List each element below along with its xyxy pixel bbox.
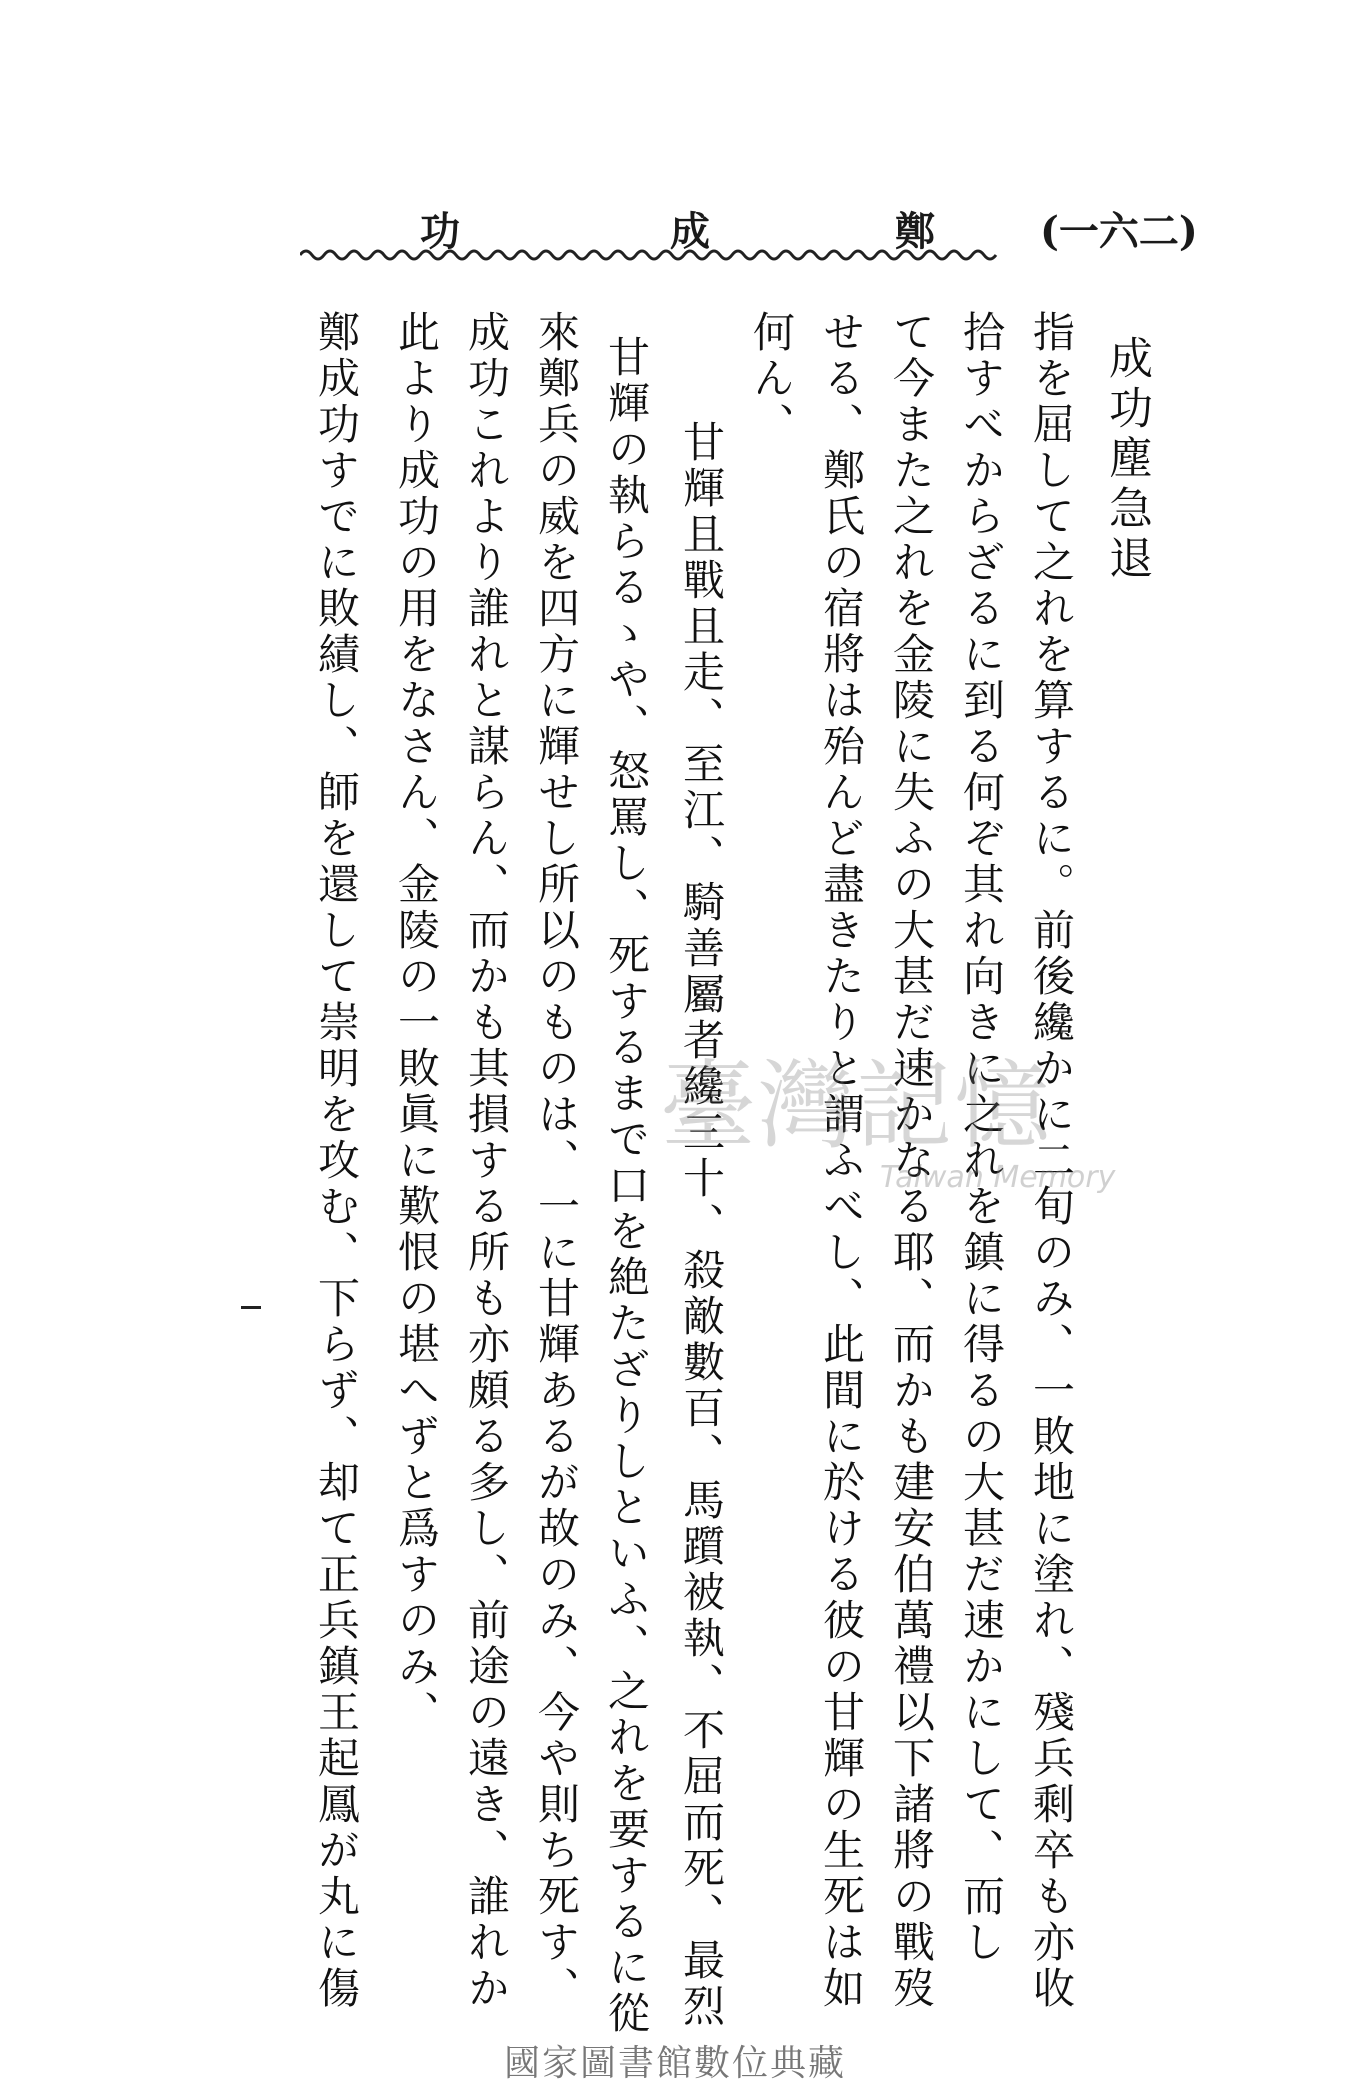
text-column-4: せる、鄭氏の宿將は殆んど盡きたりと謂ふべし、此間に於ける彼の甘輝の生死は如 [817,310,866,2012]
text-column-1: 指を屈して之れを算するに。前後纔かに二旬のみ、一敗地に塗れ、殘兵剩卒も亦收 [1027,310,1076,2012]
running-title-char-2: 成 [670,208,710,255]
running-title-char-3: 功 [420,208,460,255]
text-column-11: 鄭成功すでに敗績し、師を還して崇明を攻む、下らず、却て正兵鎮王起鳳が丸に傷 [312,310,361,2012]
header-wavy-rule [300,245,1000,265]
text-column-2: 拾すべからざるに到る何ぞ其れ向きに之れを鎮に得るの大甚だ速かにして、而し [957,310,1006,1966]
footer-credit: 國家圖書館數位典藏 [503,2043,846,2084]
section-title: 成功塵急退 [1101,335,1152,585]
watermark-logo: 臺灣記憶 [660,1050,1052,1162]
page-number: (一六二) [1040,208,1198,255]
text-column-3: て今また之れを金陵に失ふの大甚だ速かなる耶、而かも建安伯萬禮以下諸將の戰歿 [887,310,936,2012]
running-title-char-1: 鄭 [895,208,935,255]
stray-mark [241,1306,261,1309]
text-column-9: 成功これより誰れと謀らん、而かも其損する所も亦頗る多し、前途の遠き、誰れか [462,310,511,2012]
text-column-7: 甘輝の執らるゝや、怒罵し、死するまで口を絶たざりしといふ、之れを要するに從 [602,335,651,2037]
text-column-10: 此より成功の用をなさん、金陵の一敗眞に歎恨の堪へずと爲すのみ、 [392,310,441,1736]
watermark-subtext: Taiwan Memory [880,1160,1116,1195]
text-column-5: 何ん、 [747,310,796,448]
text-column-6-quote: 甘輝且戰且走、至江、騎善屬者纔三十、殺敵數百、馬躓被執、不屈而死、最烈 [677,420,726,2030]
text-column-8: 來鄭兵の威を四方に輝せし所以のものは、一に甘輝あるが故のみ、今や則ち死す、 [532,310,581,2012]
